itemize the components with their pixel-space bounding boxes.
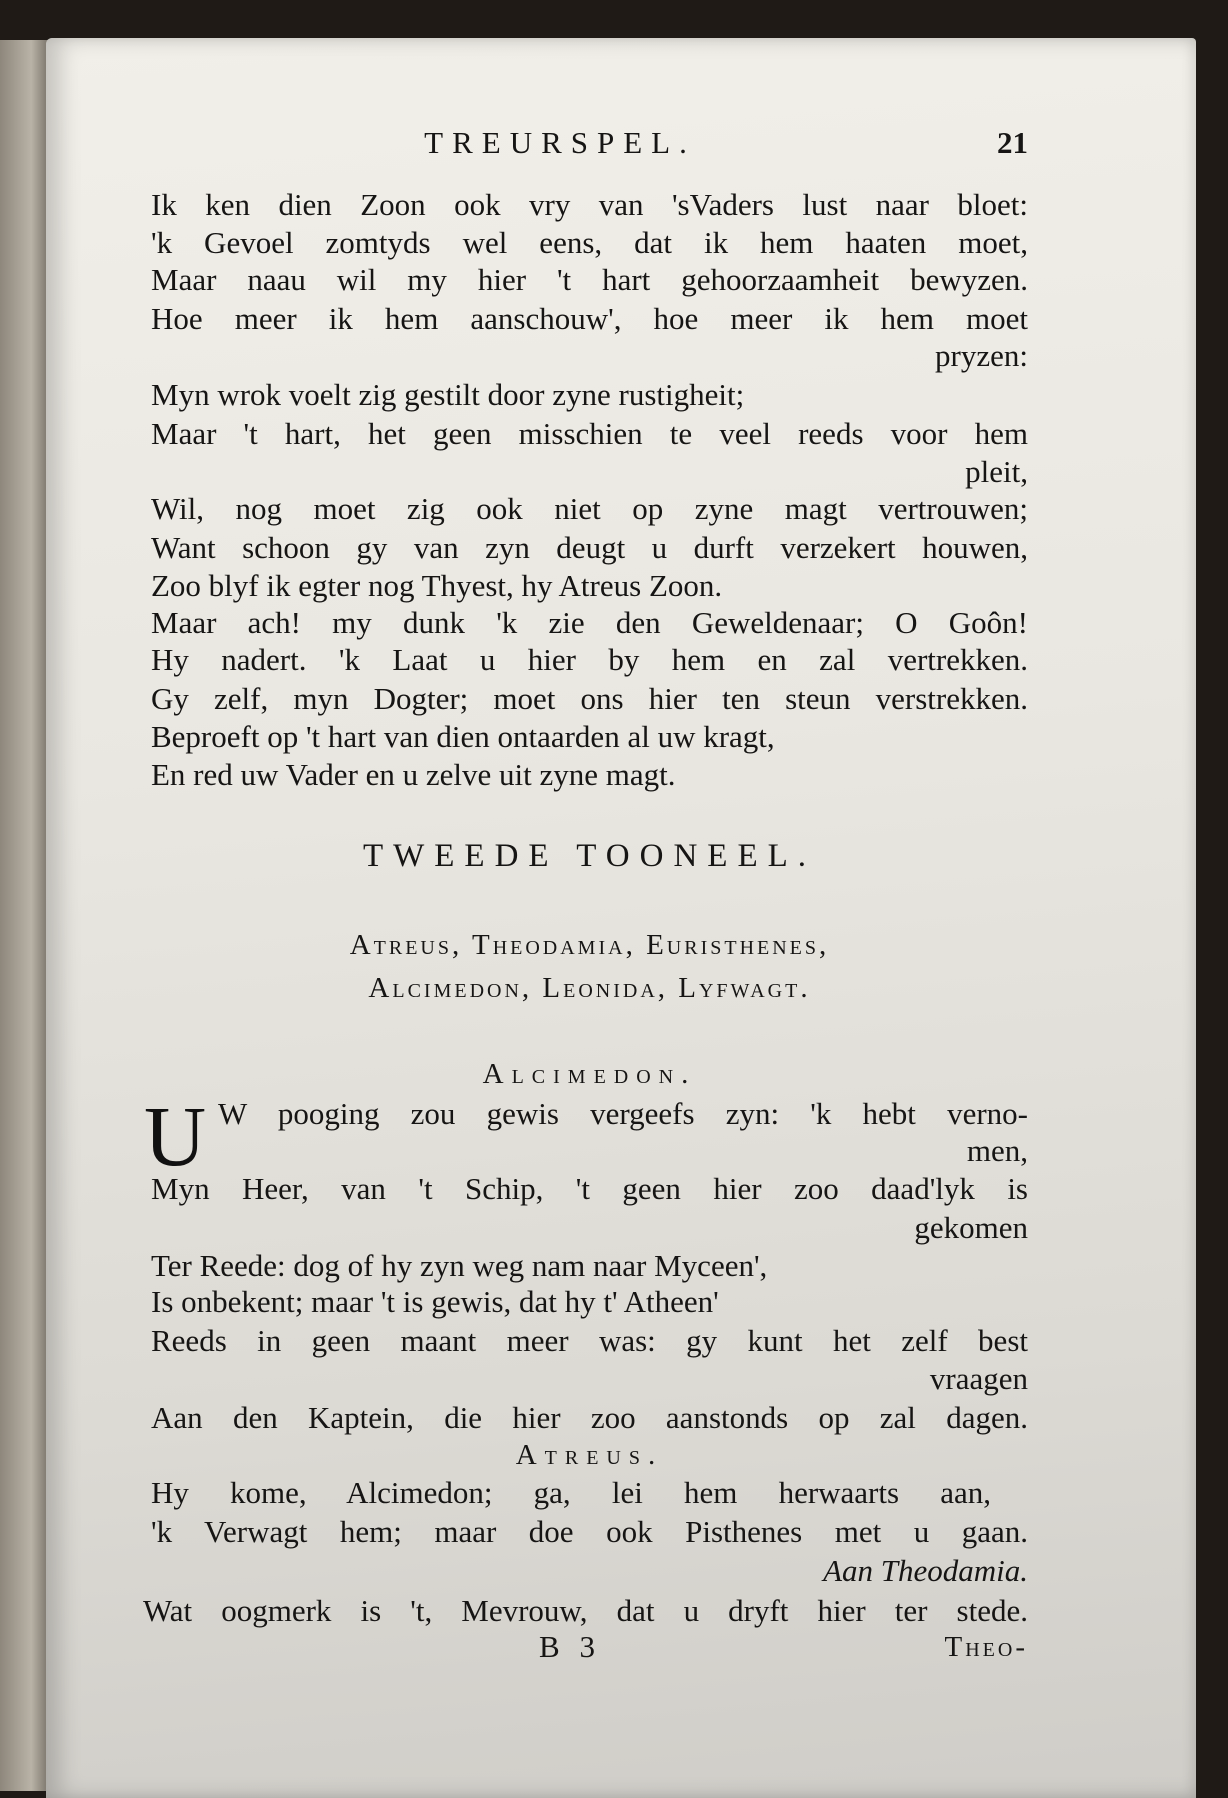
verse-line: Myn Heer, van 't Schip, 't geen hier zoo daad'lyk is bbox=[151, 1171, 1028, 1206]
verse-line: Wil, nog moet zig ook niet op zyne magt vertrouwen; bbox=[151, 491, 1028, 526]
verse-line: Hy kome, Alcimedon; ga, lei hem herwaarts aan, bbox=[151, 1475, 991, 1510]
character-list-line: Atreus, Theodamia, Euristhenes, bbox=[349, 929, 830, 961]
verse-line: Maar naau wil my hier 't hart gehoorzaamheit bewyzen. bbox=[151, 262, 1028, 297]
verse-line: Maar 't hart, het geen misschien te veel reeds voor hem bbox=[151, 416, 1028, 451]
verse-runover: gekomen bbox=[914, 1210, 1028, 1245]
verse-line: Reeds in geen maant meer was: gy kunt het zelf best bbox=[151, 1323, 1028, 1358]
speaker-name: Atreus. bbox=[515, 1439, 664, 1471]
verse-runover: vraagen bbox=[929, 1361, 1028, 1396]
page-number: 21 bbox=[997, 125, 1028, 160]
verse-line: Gy zelf, myn Dogter; moet ons hier ten steun verstrekken. bbox=[151, 681, 1028, 716]
verse-line: Wat oogmerk is 't, Mevrouw, dat u dryft hier ter stede. bbox=[143, 1593, 1028, 1628]
verse-line: Ter Reede: dog of hy zyn weg nam naar Myceen', bbox=[151, 1248, 768, 1283]
verse-line: En red uw Vader en u zelve uit zyne magt. bbox=[151, 757, 676, 792]
catchword: Theo- bbox=[944, 1631, 1028, 1663]
verse-line: 'k Verwagt hem; maar doe ook Pisthenes met u gaan. bbox=[151, 1514, 1028, 1549]
speaker-name: Alcimedon. bbox=[482, 1058, 697, 1090]
facing-page-edge bbox=[0, 40, 52, 1791]
drop-cap: U bbox=[144, 1088, 207, 1184]
verse-line: Ik ken dien Zoon ook vry van 'sVaders lust naar bloet: bbox=[151, 187, 1028, 222]
verse-runover: men, bbox=[966, 1133, 1028, 1168]
verse-line: Zoo blyf ik egter nog Thyest, hy Atreus Zoon. bbox=[151, 568, 723, 603]
verse-line: Hoe meer ik hem aanschouw', hoe meer ik hem moet bbox=[151, 301, 1028, 336]
verse-runover: pleit, bbox=[965, 454, 1028, 489]
verse-line: Myn wrok voelt zig gestilt door zyne rustigheit; bbox=[151, 377, 745, 412]
verse-line: W pooging zou gewis vergeefs zyn: 'k hebt verno- bbox=[218, 1096, 1028, 1131]
verse-line: Want schoon gy van zyn deugt u durft verzekert houwen, bbox=[151, 530, 1028, 565]
verse-line: Aan den Kaptein, die hier zoo aanstonds op zal dagen. bbox=[151, 1400, 1028, 1435]
verse-line: Maar ach! my dunk 'k zie den Geweldenaar; O Goôn! bbox=[151, 605, 1028, 640]
scene-title: TWEEDE TOONEEL. bbox=[362, 838, 817, 874]
verse-line: Beproeft op 't hart van dien ontaarden al uw kragt, bbox=[151, 719, 775, 754]
verse-runover: pryzen: bbox=[935, 338, 1028, 373]
verse-line: 'k Gevoel zomtyds wel eens, dat ik hem haaten moet, bbox=[151, 225, 1028, 260]
stage-direction: Aan Theodamia. bbox=[823, 1553, 1028, 1588]
running-title: TREURSPEL. bbox=[424, 125, 696, 160]
character-list-line: Alcimedon, Leonida, Lyfwagt. bbox=[368, 972, 811, 1004]
verse-line: Hy nadert. 'k Laat u hier by hem en zal vertrekken. bbox=[151, 642, 1028, 677]
verse-line: Is onbekent; maar 't is gewis, dat hy t' Atheen' bbox=[151, 1284, 719, 1319]
signature-mark: B 3 bbox=[539, 1629, 601, 1664]
